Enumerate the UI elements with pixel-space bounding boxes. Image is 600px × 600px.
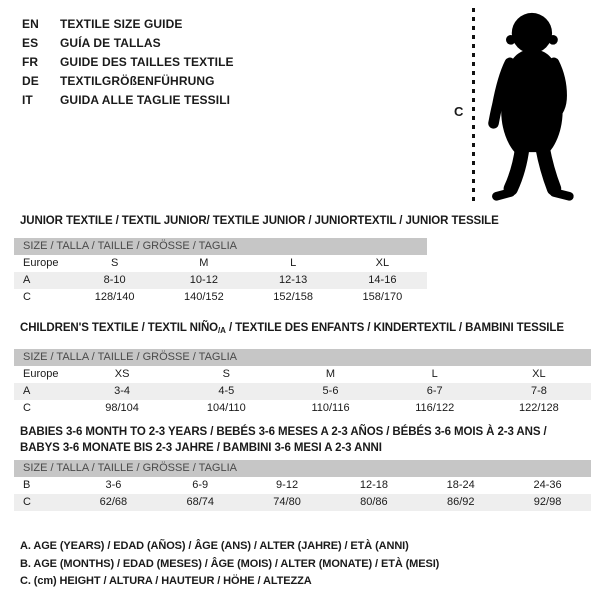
table-cell: 10-12 bbox=[189, 274, 218, 286]
table-cell: 18-24 bbox=[446, 479, 475, 491]
size-header-bar: SIZE / TALLA / TAILLE / GRÖSSE / TAGLIA bbox=[14, 238, 427, 255]
table-cell: 6-7 bbox=[426, 385, 443, 397]
table-cell: 116/122 bbox=[415, 402, 455, 414]
table-cell: 92/98 bbox=[533, 496, 562, 508]
language-code: DE bbox=[22, 74, 39, 88]
table-cell: L bbox=[431, 368, 438, 380]
table-cell: 98/104 bbox=[105, 402, 139, 414]
table-row bbox=[14, 255, 427, 272]
guide-title: GUÍA DE TALLAS bbox=[60, 36, 161, 50]
row-label: B bbox=[23, 479, 31, 491]
table-row bbox=[14, 400, 591, 417]
guide-title: TEXTILGRÖßENFÜHRUNG bbox=[60, 74, 215, 88]
table-cell: XS bbox=[114, 368, 130, 380]
height-measure-dotted-line bbox=[472, 8, 475, 206]
table-cell: 12-18 bbox=[359, 479, 388, 491]
table-row bbox=[14, 272, 427, 289]
table-cell: 3-6 bbox=[105, 479, 122, 491]
row-label: C bbox=[23, 402, 31, 414]
title-line: BABIES 3-6 MONTH TO 2-3 YEARS / BEBÉS 3-6 MESES A 2-3 AÑOS / BÉBÉS 3-6 MOIS À 2-3 ANS / bbox=[20, 426, 547, 438]
table-cell: L bbox=[290, 257, 297, 269]
legend-notes bbox=[20, 538, 439, 591]
table-cell: M bbox=[199, 257, 209, 269]
title-text: / TEXTILE DES ENFANTS / KINDERTEXTIL / BAMBINI TESSILE bbox=[225, 322, 564, 334]
table-cell: 12-13 bbox=[279, 274, 308, 286]
table-row bbox=[14, 494, 591, 511]
table-cell: 86/92 bbox=[446, 496, 475, 508]
language-title-list bbox=[22, 15, 234, 110]
table-cell: 62/68 bbox=[99, 496, 128, 508]
row-label: A bbox=[23, 385, 31, 397]
table-cell: 140/152 bbox=[183, 291, 224, 303]
title-text: CHILDREN'S TEXTILE / TEXTIL NIÑO bbox=[20, 322, 219, 334]
row-label: Europe bbox=[23, 368, 59, 380]
row-label: Europe bbox=[23, 257, 59, 269]
babies-size-table bbox=[14, 460, 591, 511]
table-cell: 128/140 bbox=[94, 291, 135, 303]
table-cell: M bbox=[325, 368, 336, 380]
guide-title: GUIDE DES TAILLES TEXTILE bbox=[60, 55, 234, 69]
table-cell: 8-10 bbox=[103, 274, 126, 286]
row-label: C bbox=[23, 291, 31, 303]
table-cell: 104/110 bbox=[206, 402, 246, 414]
list-item bbox=[22, 72, 234, 91]
table-cell: S bbox=[222, 368, 230, 380]
junior-section-title: JUNIOR TEXTILE / TEXTIL JUNIOR/ TEXTILE JUNIOR / JUNIORTEXTIL / JUNIOR TESSILE bbox=[20, 215, 499, 227]
list-item bbox=[22, 15, 234, 34]
children-section-title bbox=[20, 320, 564, 339]
language-code: ES bbox=[22, 36, 39, 50]
table-cell: 14-16 bbox=[368, 274, 397, 286]
language-code: EN bbox=[22, 17, 39, 31]
guide-title: TEXTILE SIZE GUIDE bbox=[60, 17, 183, 31]
table-row bbox=[14, 289, 427, 306]
children-size-table bbox=[14, 349, 591, 417]
row-label: C bbox=[23, 496, 31, 508]
table-row bbox=[14, 383, 591, 400]
babies-section-title bbox=[20, 424, 547, 456]
legend-note-b: B. AGE (MONTHS) / EDAD (MESES) / ÂGE (MOIS) / ALTER (MONATE) / ETÀ (MESI) bbox=[20, 557, 440, 570]
baby-silhouette-icon bbox=[482, 8, 578, 206]
title-subscript: /A bbox=[218, 326, 226, 335]
size-header-bar: SIZE / TALLA / TAILLE / GRÖSSE / TAGLIA bbox=[14, 460, 591, 477]
height-measure-label: C bbox=[454, 104, 464, 119]
language-code: FR bbox=[22, 55, 39, 69]
table-cell: 122/128 bbox=[519, 402, 559, 414]
table-cell: 9-12 bbox=[276, 479, 299, 491]
table-cell: 110/116 bbox=[311, 402, 350, 414]
table-cell: 6-9 bbox=[192, 479, 209, 491]
table-cell: 4-5 bbox=[218, 385, 235, 397]
table-cell: 80/86 bbox=[360, 496, 388, 508]
table-cell: 68/74 bbox=[186, 496, 214, 508]
language-code: IT bbox=[22, 93, 33, 107]
table-cell: XL bbox=[532, 368, 546, 380]
table-cell: XL bbox=[375, 257, 390, 269]
table-cell: 74/80 bbox=[273, 496, 301, 508]
legend-note-c: C. (cm) HEIGHT / ALTURA / HAUTEUR / HÖHE / ALTEZZA bbox=[20, 575, 312, 587]
table-row bbox=[14, 477, 591, 494]
junior-size-table bbox=[14, 238, 427, 306]
size-header-bar: SIZE / TALLA / TAILLE / GRÖSSE / TAGLIA bbox=[14, 349, 591, 366]
list-item bbox=[22, 91, 234, 110]
table-cell: 24-36 bbox=[533, 479, 562, 491]
table-cell: 152/158 bbox=[273, 291, 313, 303]
legend-note-a: A. AGE (YEARS) / EDAD (AÑOS) / ÂGE (ANS) / ALTER (JAHRE) / ETÀ (ANNI) bbox=[20, 540, 409, 552]
guide-title: GUIDA ALLE TAGLIE TESSILI bbox=[60, 93, 231, 107]
table-cell: 158/170 bbox=[362, 291, 403, 303]
row-label: A bbox=[23, 274, 31, 286]
table-cell: S bbox=[110, 257, 119, 269]
table-row bbox=[14, 366, 591, 383]
title-line: BABYS 3-6 MONATE BIS 2-3 JAHRE / BAMBINI 3-6 MESI A 2-3 ANNI bbox=[20, 442, 382, 454]
list-item bbox=[22, 34, 234, 53]
table-cell: 3-4 bbox=[114, 385, 131, 397]
list-item bbox=[22, 53, 234, 72]
table-cell: 5-6 bbox=[322, 385, 339, 397]
table-cell: 7-8 bbox=[530, 385, 547, 397]
